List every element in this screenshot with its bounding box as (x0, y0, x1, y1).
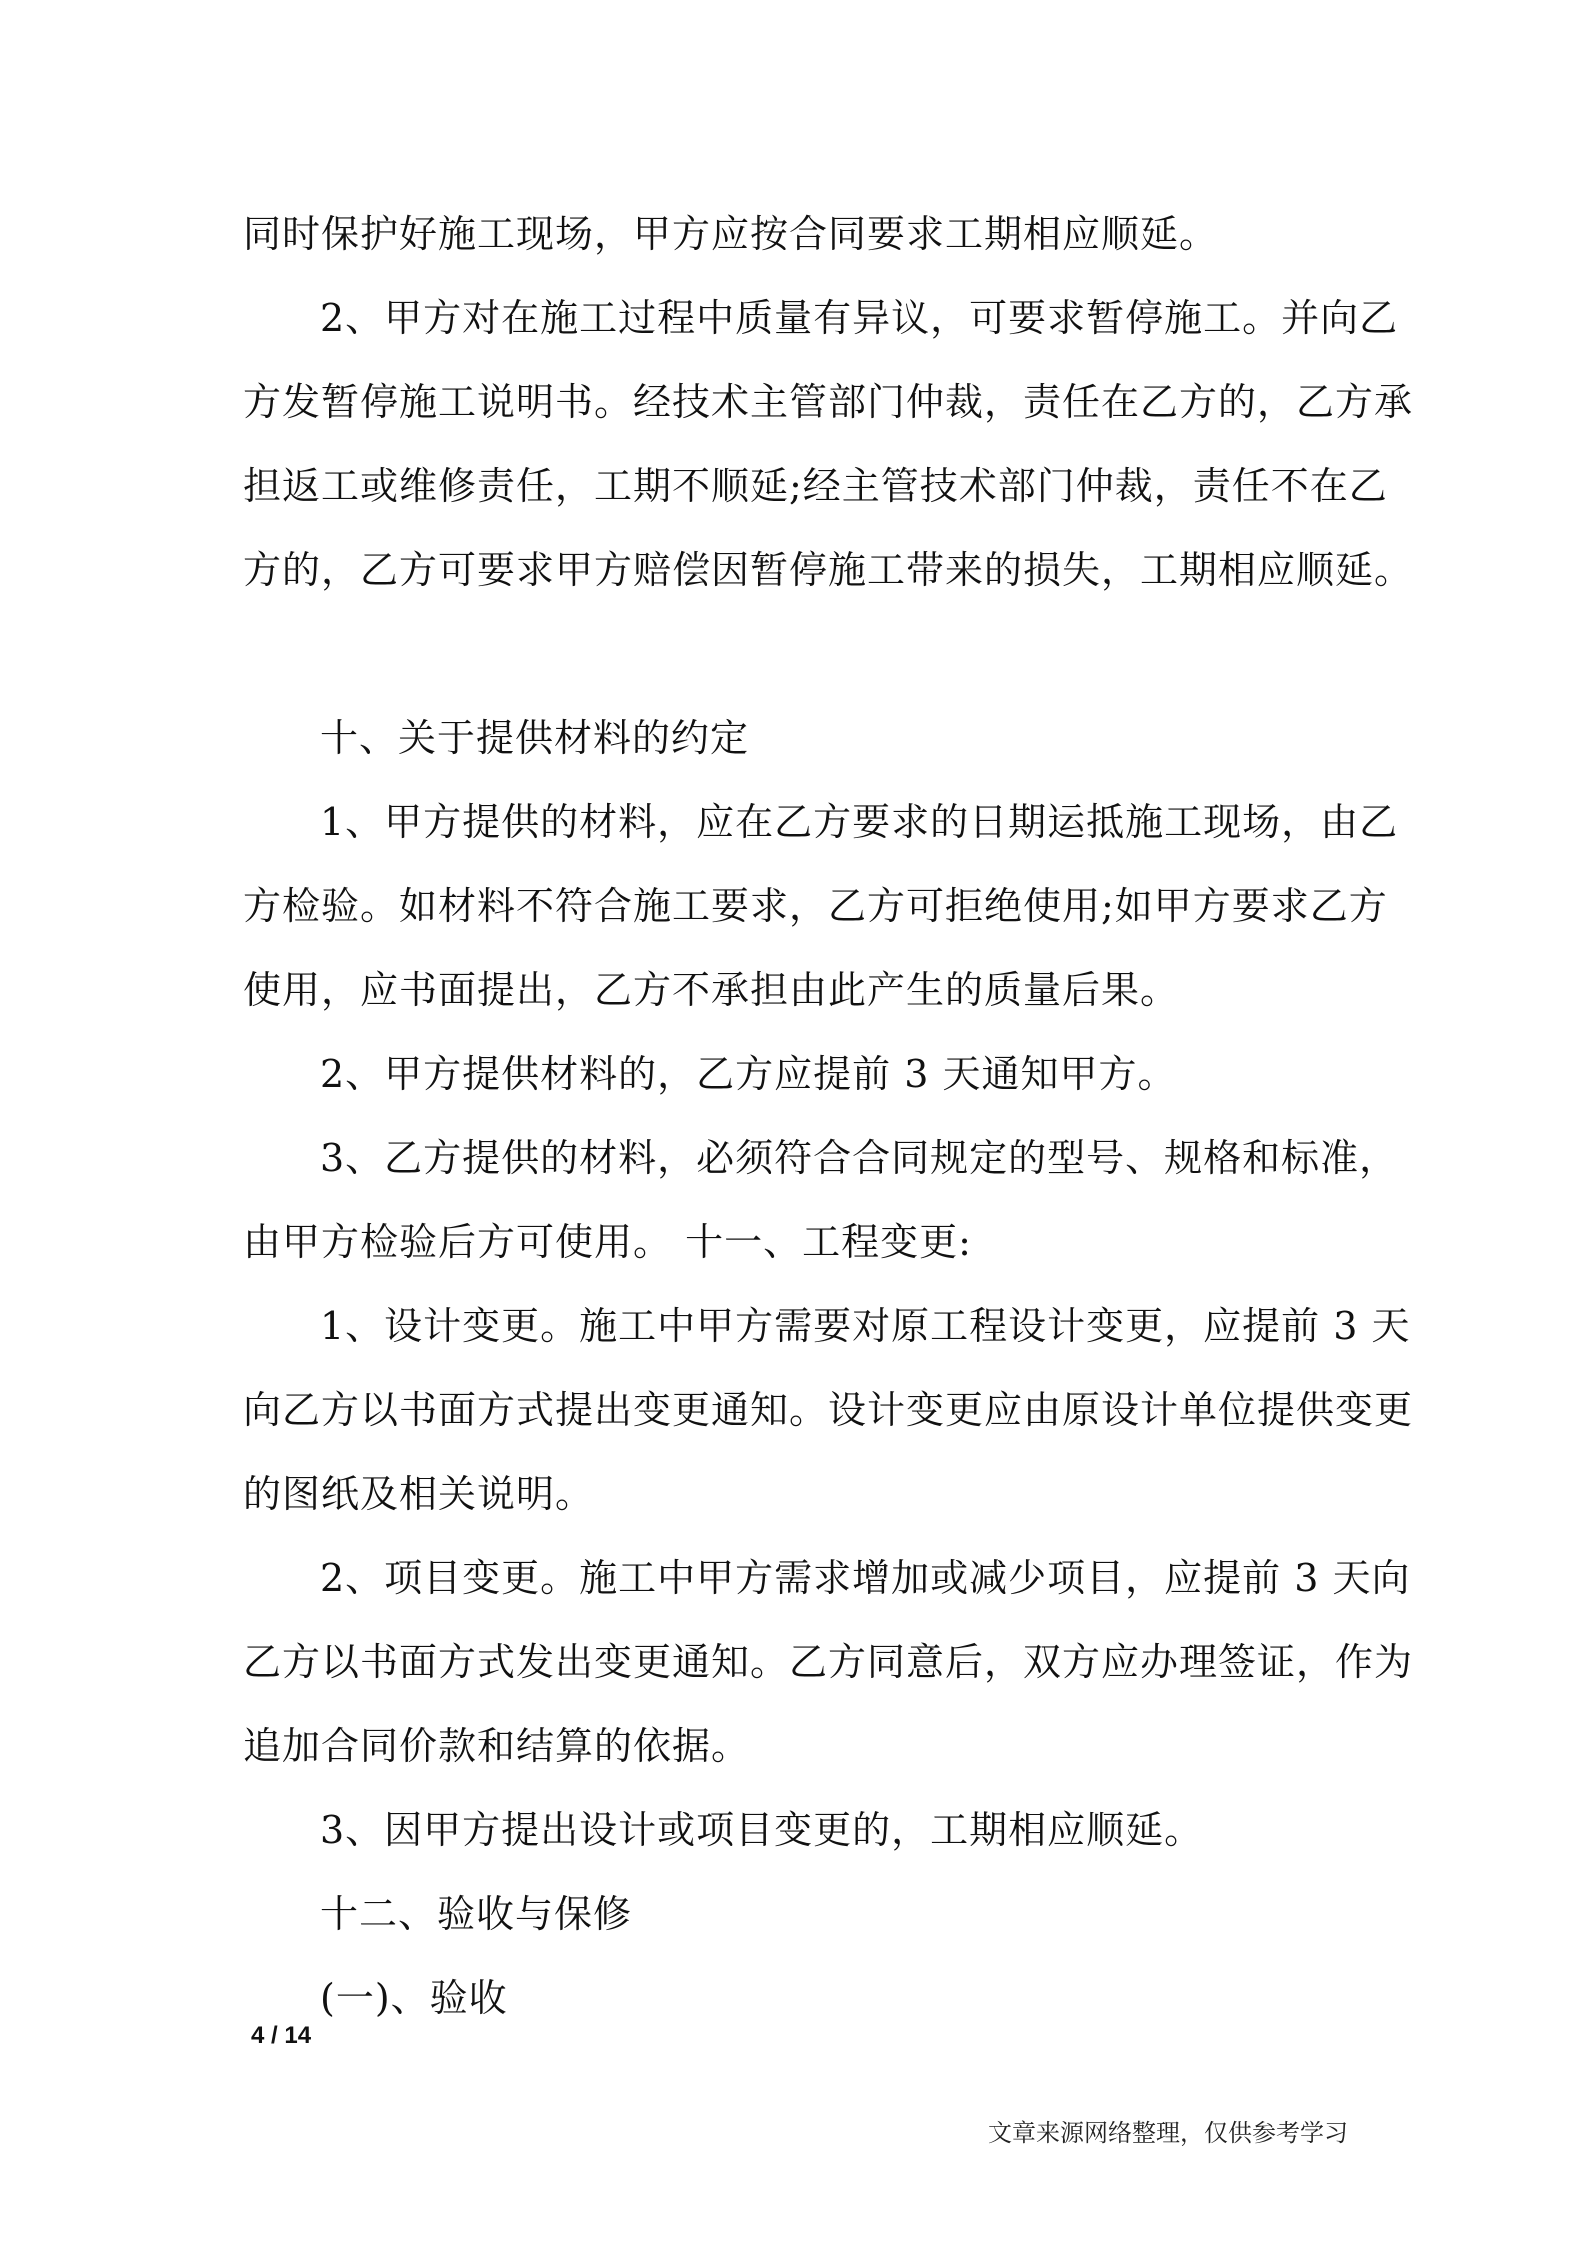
paragraph-line: 2、甲方对在施工过程中质量有异议，可要求暂停施工。并向乙 (320, 296, 1399, 340)
paragraph-line: 1、设计变更。施工中甲方需要对原工程设计变更，应提前 3 天 (320, 1304, 1411, 1348)
paragraph-line: 同时保护好施工现场，甲方应按合同要求工期相应顺延。 (243, 212, 1219, 256)
paragraph-line: 的图纸及相关说明。 (243, 1472, 595, 1516)
paragraph-line: 乙方以书面方式发出变更通知。乙方同意后，双方应办理签证，作为 (243, 1640, 1414, 1684)
paragraph-line: 1、甲方提供的材料，应在乙方要求的日期运抵施工现场，由乙 (320, 800, 1399, 844)
paragraph-line: 2、项目变更。施工中甲方需求增加或减少项目，应提前 3 天向 (320, 1556, 1411, 1600)
paragraph-line: 方的，乙方可要求甲方赔偿因暂停施工带来的损失，工期相应顺延。 (243, 548, 1414, 592)
section-heading: 十、关于提供材料的约定 (320, 716, 750, 760)
paragraph-line: 向乙方以书面方式提出变更通知。设计变更应由原设计单位提供变更 (243, 1388, 1414, 1432)
paragraph-line: 由甲方检验后方可使用。 十一、工程变更: (243, 1220, 972, 1264)
subsection-heading: (一)、验收 (320, 1976, 508, 2020)
paragraph-line: 追加合同价款和结算的依据。 (243, 1724, 751, 1768)
paragraph-line: 2、甲方提供材料的，乙方应提前 3 天通知甲方。 (320, 1052, 1177, 1096)
paragraph-line: 3、乙方提供的材料，必须符合合同规定的型号、规格和标准， (320, 1136, 1399, 1180)
paragraph-line: 3、因甲方提出设计或项目变更的，工期相应顺延。 (320, 1808, 1204, 1852)
section-heading: 十二、验收与保修 (320, 1892, 633, 1936)
paragraph-line: 方检验。如材料不符合施工要求，乙方可拒绝使用;如甲方要求乙方 (243, 884, 1388, 928)
footer-note: 文章来源网络整理，仅供参考学习 (988, 2119, 1348, 2147)
paragraph-line: 使用，应书面提出，乙方不承担由此产生的质量后果。 (243, 968, 1180, 1012)
page-number: 4 / 14 (251, 2022, 312, 2049)
paragraph-line: 方发暂停施工说明书。经技术主管部门仲裁，责任在乙方的，乙方承 (243, 380, 1414, 424)
paragraph-line: 担返工或维修责任，工期不顺延;经主管技术部门仲裁，责任不在乙 (243, 464, 1388, 508)
